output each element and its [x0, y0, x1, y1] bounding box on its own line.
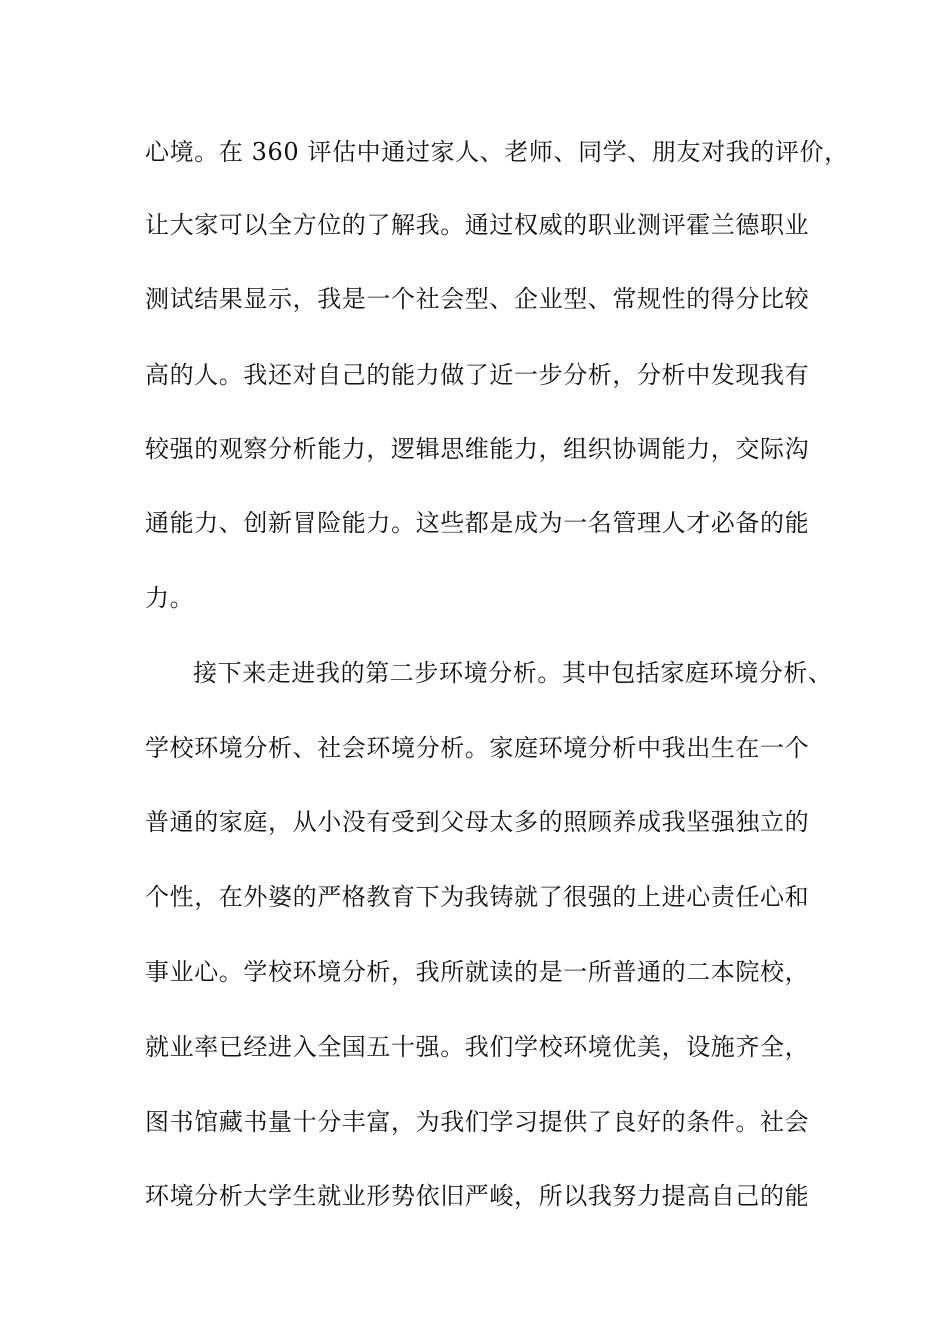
text-line: 较强的观察分析能力，逻辑思维能力，组织协调能力，交际沟 — [145, 435, 810, 463]
text-line: 让大家可以全方位的了解我。通过权威的职业测评霍兰德职业 — [145, 211, 810, 239]
text-line: 接下来走进我的第二步环境分析。其中包括家庭环境分析、 — [193, 659, 833, 687]
text-line: 个性，在外婆的严格教育下为我铸就了很强的上进心责任心和 — [145, 883, 810, 911]
text-line: 测试结果显示，我是一个社会型、企业型、常规性的得分比较 — [145, 285, 810, 313]
text-line: 心境。在 360 评估中通过家人、老师、同学、朋友对我的评价， — [145, 138, 849, 166]
text-line: 事业心。学校环境分析，我所就读的是一所普通的二本院校， — [145, 958, 810, 986]
text-line: 力。 — [145, 584, 195, 612]
text-line: 环境分析大学生就业形势依旧严峻，所以我努力提高自己的能 — [145, 1182, 810, 1210]
text-line: 图书馆藏书量十分丰富，为我们学习提供了良好的条件。社会 — [145, 1108, 810, 1136]
text-line: 普通的家庭，从小没有受到父母太多的照顾养成我坚强独立的 — [145, 808, 810, 836]
text-line: 就业率已经进入全国五十强。我们学校环境优美，设施齐全， — [145, 1033, 810, 1061]
text-line: 通能力、创新冒险能力。这些都是成为一名管理人才必备的能 — [145, 509, 810, 537]
text-line: 高的人。我还对自己的能力做了近一步分析，分析中发现我有 — [145, 361, 810, 389]
text-line: 学校环境分析、社会环境分析。家庭环境分析中我出生在一个 — [145, 734, 810, 762]
